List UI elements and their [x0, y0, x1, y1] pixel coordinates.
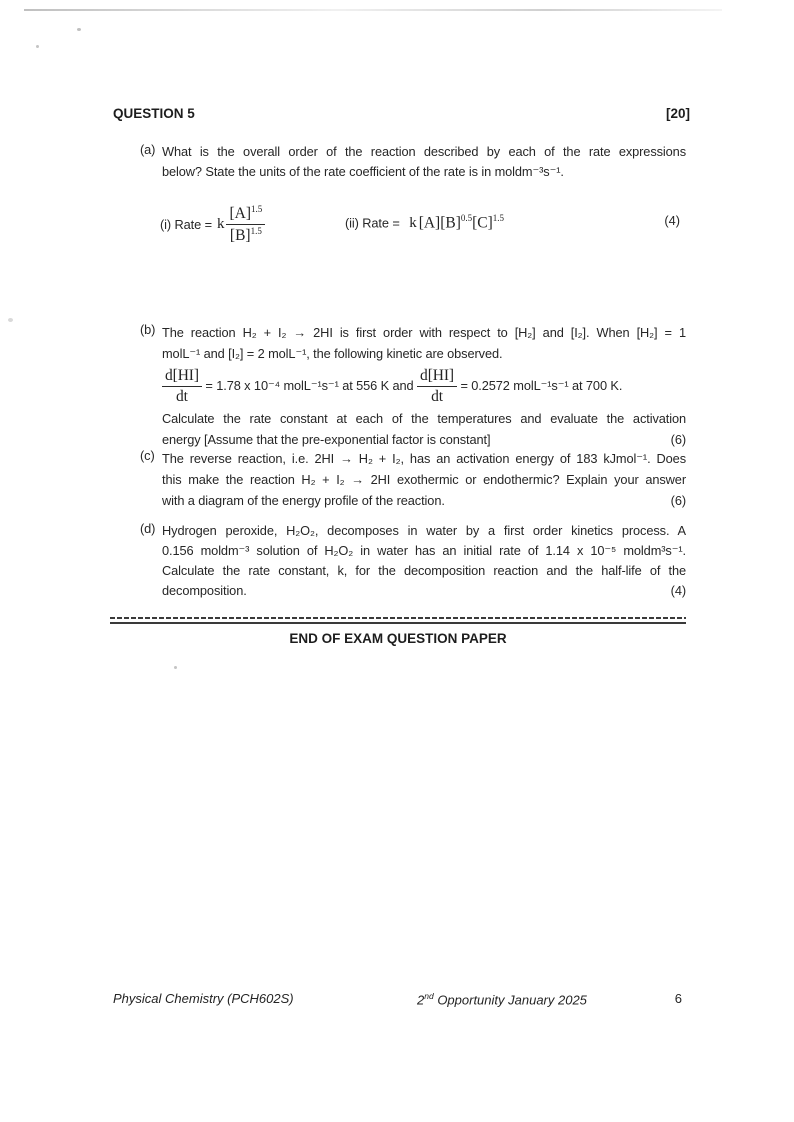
part-b — [140, 322, 686, 450]
part-c-line-3: with a diagram of the energy profile of the reaction. — [162, 493, 445, 508]
fraction-numerator: d[HI] — [162, 367, 202, 386]
scan-speckle — [36, 45, 39, 48]
part-d-marks: (4) — [670, 583, 686, 598]
part-c — [140, 448, 686, 511]
part-c-last-line — [162, 490, 686, 511]
part-b-last-line — [162, 429, 686, 450]
formula-ii-term-ab: [A][B] — [418, 214, 461, 232]
fraction-numerator — [226, 204, 265, 225]
part-b-marks: (6) — [670, 432, 686, 447]
part-d-line-2: 0.156 moldm⁻³ solution of H₂O₂ in water has an initial rate of 1.14 x 10⁻⁵ moldm³s⁻¹. — [162, 543, 686, 558]
fraction-numerator: d[HI] — [417, 367, 457, 386]
formula-i-prefix: (i) Rate = — [160, 216, 212, 232]
part-a — [140, 142, 686, 182]
part-d-line-4: decomposition. — [162, 583, 247, 598]
part-b-line-2: molL⁻¹ and [I₂] = 2 molL⁻¹, the following kinetic are observed. — [162, 346, 503, 361]
part-c-marks: (6) — [670, 493, 686, 508]
rate-value-556k: = 1.78 x 10⁻⁴ molL⁻¹s⁻¹ at 556 K and — [201, 378, 418, 393]
fraction-denominator: dt — [176, 387, 188, 405]
rate-coefficient-k: k — [216, 215, 225, 232]
formula-i-fraction — [226, 204, 265, 244]
part-b-line-5: energy [Assume that the pre-exponential factor is constant] — [162, 432, 491, 447]
rate-value-700k: = 0.2572 molL⁻¹s⁻¹ at 700 K. — [456, 378, 623, 393]
term-ab-exponent: 0.5 — [460, 213, 473, 223]
denominator-base: [B] — [229, 226, 251, 244]
numerator-base: [A] — [229, 205, 252, 223]
part-b-label: (b) — [140, 322, 156, 337]
scan-speckle — [8, 318, 13, 322]
part-b-line-1: The reaction H₂ + I₂ → 2HI is first order with respect to [H₂] and [I₂]. When [H₂] = 1 — [162, 325, 686, 340]
part-b-rate-equation-line — [162, 364, 686, 408]
denominator-exponent: 1.5 — [250, 225, 262, 236]
dhi-dt-fraction-1 — [162, 367, 202, 405]
part-d-label: (d) — [140, 521, 156, 536]
rate-expression-i — [160, 196, 265, 252]
page-footer — [113, 991, 690, 1011]
part-d-last-line — [162, 581, 686, 601]
term-c-exponent: 1.5 — [492, 213, 505, 223]
end-of-paper-separator — [110, 617, 686, 646]
question-header — [113, 106, 690, 121]
part-a-label: (a) — [140, 142, 156, 157]
dashed-rule — [110, 617, 686, 619]
numerator-exponent: 1.5 — [251, 203, 263, 214]
formula-ii-term-c: [C] — [472, 214, 493, 232]
fraction-denominator — [230, 225, 262, 245]
scan-speckle — [174, 666, 177, 669]
footer-session — [417, 991, 587, 1007]
question-title: QUESTION 5 — [113, 106, 195, 121]
part-b-line-4: Calculate the rate constant at each of the temperatures and evaluate the activation — [162, 411, 686, 426]
part-c-label: (c) — [140, 448, 155, 463]
session-ordinal-suffix: nd — [424, 991, 434, 1001]
scan-speckle — [77, 28, 81, 31]
part-c-line-1: The reverse reaction, i.e. 2HI → H₂ + I₂, has an activation energy of 183 kJmol⁻¹. Does — [162, 451, 686, 466]
session-text: Opportunity January 2025 — [433, 992, 587, 1008]
page-number: 6 — [674, 991, 682, 1006]
formula-ii-prefix: (ii) Rate = — [345, 215, 400, 231]
rate-expression-ii — [345, 213, 504, 232]
part-d-line-3: Calculate the rate constant, k, for the decomposition reaction and the half-life of the — [162, 563, 686, 578]
rate-coefficient-k: k — [409, 215, 417, 232]
part-a-marks: (4) — [664, 213, 680, 228]
rate-expressions-row — [160, 196, 686, 252]
part-a-line-2: below? State the units of the rate coefficient of the rate is in moldm⁻³s⁻¹. — [162, 164, 564, 179]
solid-rule — [110, 622, 686, 624]
dhi-dt-fraction-2 — [417, 367, 457, 405]
question-total-marks: [20] — [665, 106, 690, 121]
part-c-line-2: this make the reaction H₂ + I₂ → 2HI exothermic or endothermic? Explain your answer — [162, 472, 686, 487]
footer-course: Physical Chemistry (PCH602S) — [113, 991, 294, 1006]
part-d-line-1: Hydrogen peroxide, H₂O₂, decomposes in water by a first order kinetics process. A — [162, 523, 686, 538]
part-a-line-1: What is the overall order of the reaction described by each of the rate expressions — [162, 144, 686, 159]
session-number: 2 — [417, 992, 425, 1008]
fraction-denominator: dt — [431, 387, 443, 405]
part-d — [140, 521, 686, 601]
end-of-paper-title: END OF EXAM QUESTION PAPER — [289, 631, 507, 646]
scan-streak-artifact — [24, 9, 722, 11]
